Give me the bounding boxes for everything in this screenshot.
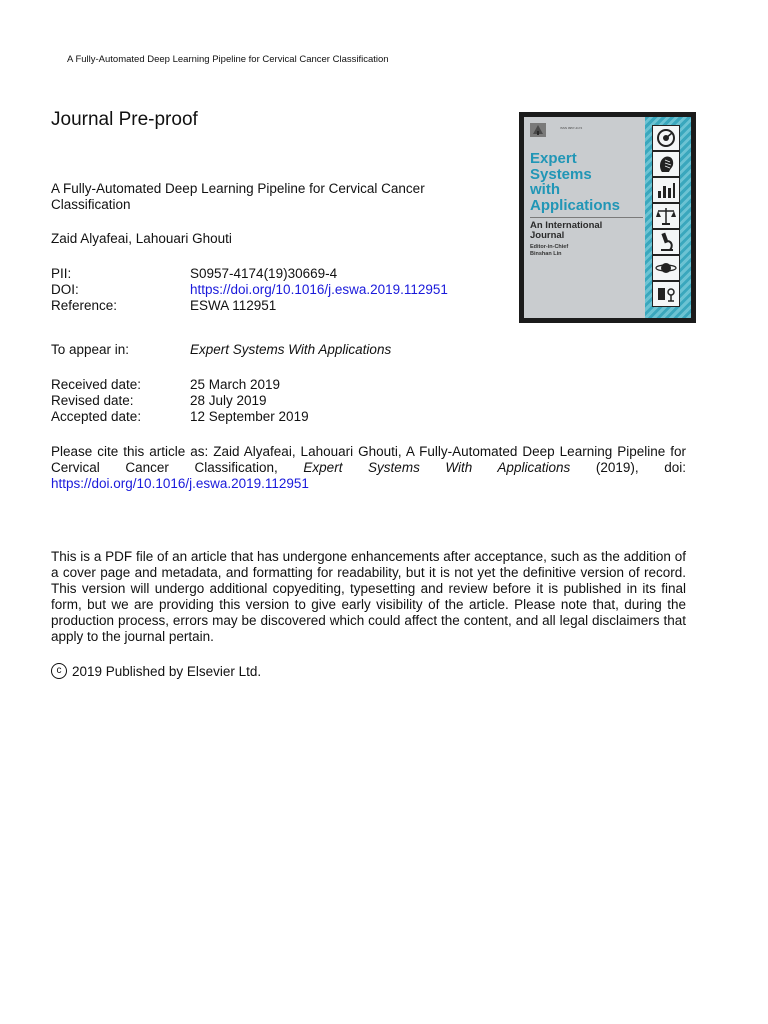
doi-link[interactable]: https://doi.org/10.1016/j.eswa.2019.112951 bbox=[190, 282, 448, 297]
cover-divider bbox=[530, 217, 643, 218]
microscope-icon bbox=[653, 230, 679, 254]
planet-icon bbox=[653, 256, 679, 280]
reference-label: Reference: bbox=[51, 298, 118, 313]
cover-subtitle bbox=[530, 221, 602, 241]
cover-title-line-2: Systems bbox=[530, 165, 592, 183]
citation-doi-link[interactable]: https://doi.org/10.1016/j.eswa.2019.112951 bbox=[51, 476, 309, 491]
cover-editor-name: Binshan Lin bbox=[530, 250, 562, 257]
article-authors: Zaid Alyafeai, Lahouari Ghouti bbox=[51, 231, 232, 246]
received-value: 25 March 2019 bbox=[190, 377, 281, 392]
revised-label: Revised date: bbox=[51, 393, 134, 408]
copyright-line bbox=[51, 663, 261, 679]
cover-title-line-3: with bbox=[530, 181, 560, 198]
gauge-icon bbox=[653, 126, 679, 150]
reference-value: ESWA 112951 bbox=[190, 298, 277, 313]
elsevier-logo-icon bbox=[530, 123, 546, 137]
pii-label: PII: bbox=[51, 266, 72, 281]
cover-editor bbox=[530, 244, 568, 257]
citation-journal: Expert Systems With Applications bbox=[303, 460, 571, 475]
received-label: Received date: bbox=[51, 377, 142, 392]
appear-in-label: To appear in: bbox=[51, 342, 130, 357]
balance-scale-icon bbox=[653, 204, 679, 228]
bar-chart-icon bbox=[653, 178, 679, 202]
cover-tile-chart bbox=[652, 177, 680, 203]
cover-tile-microscope bbox=[652, 229, 680, 255]
cover-tile-head bbox=[652, 151, 680, 177]
cover-tile-planet bbox=[652, 255, 680, 281]
appear-in-journal: Expert Systems With Applications bbox=[190, 342, 392, 357]
equipment-icon bbox=[653, 282, 679, 306]
pii-value: S0957-4174(19)30669-4 bbox=[190, 266, 338, 281]
cover-editor-label: Editor-in-Chief bbox=[530, 244, 569, 250]
cover-title bbox=[530, 151, 620, 213]
copyright-icon: c bbox=[51, 663, 67, 679]
profile-head-icon bbox=[653, 152, 679, 176]
accepted-label: Accepted date: bbox=[51, 409, 142, 424]
revised-value: 28 July 2019 bbox=[190, 393, 267, 408]
cover-issn: ISSN 0957-4174 bbox=[560, 126, 583, 130]
cover-title-line-4: Applications bbox=[530, 196, 621, 214]
copyright-text: 2019 Published by Elsevier Ltd. bbox=[72, 663, 262, 679]
cover-tile-scales bbox=[652, 203, 680, 229]
journal-cover-image bbox=[519, 112, 696, 323]
cover-tile-equipment bbox=[652, 281, 680, 307]
running-head: A Fully-Automated Deep Learning Pipeline for Cervical Cancer Classification bbox=[67, 54, 389, 65]
cover-subtitle-line-1: An International bbox=[530, 220, 603, 231]
journal-pre-proof-label: Journal Pre-proof bbox=[51, 109, 198, 130]
citation-suffix: (2019), doi: bbox=[570, 460, 687, 475]
doi-label: DOI: bbox=[51, 282, 79, 297]
citation-paragraph bbox=[51, 444, 686, 492]
journal-cover-panel bbox=[524, 117, 691, 318]
cover-subtitle-line-2: Journal bbox=[530, 230, 565, 241]
citation-prefix: Please cite this article as: Zaid Alyafeai, Lahouari Ghouti, A Fully-Automated Deep Learning Pipeline for Cervical Cancer Classification, bbox=[51, 444, 686, 475]
article-title: A Fully-Automated Deep Learning Pipeline for Cervical Cancer Classification bbox=[51, 181, 425, 212]
accepted-value: 12 September 2019 bbox=[190, 409, 309, 424]
cover-title-line-1: Expert bbox=[530, 150, 577, 167]
cover-tile-gauge bbox=[652, 125, 680, 151]
pre-proof-notice: This is a PDF file of an article that has undergone enhancements after acceptance, such as the addition of a cover page and metadata, and formatting for readability, but it is not yet the definitive version of record. This version will undergo additional copyediting, typesetting and review before it is published in its final form, but we are providing this version to give early visibility of the article. Please note that, during the production process, errors may be discovered which could affect the content, and all legal disclaimers that apply to the journal pertain. bbox=[51, 549, 686, 644]
